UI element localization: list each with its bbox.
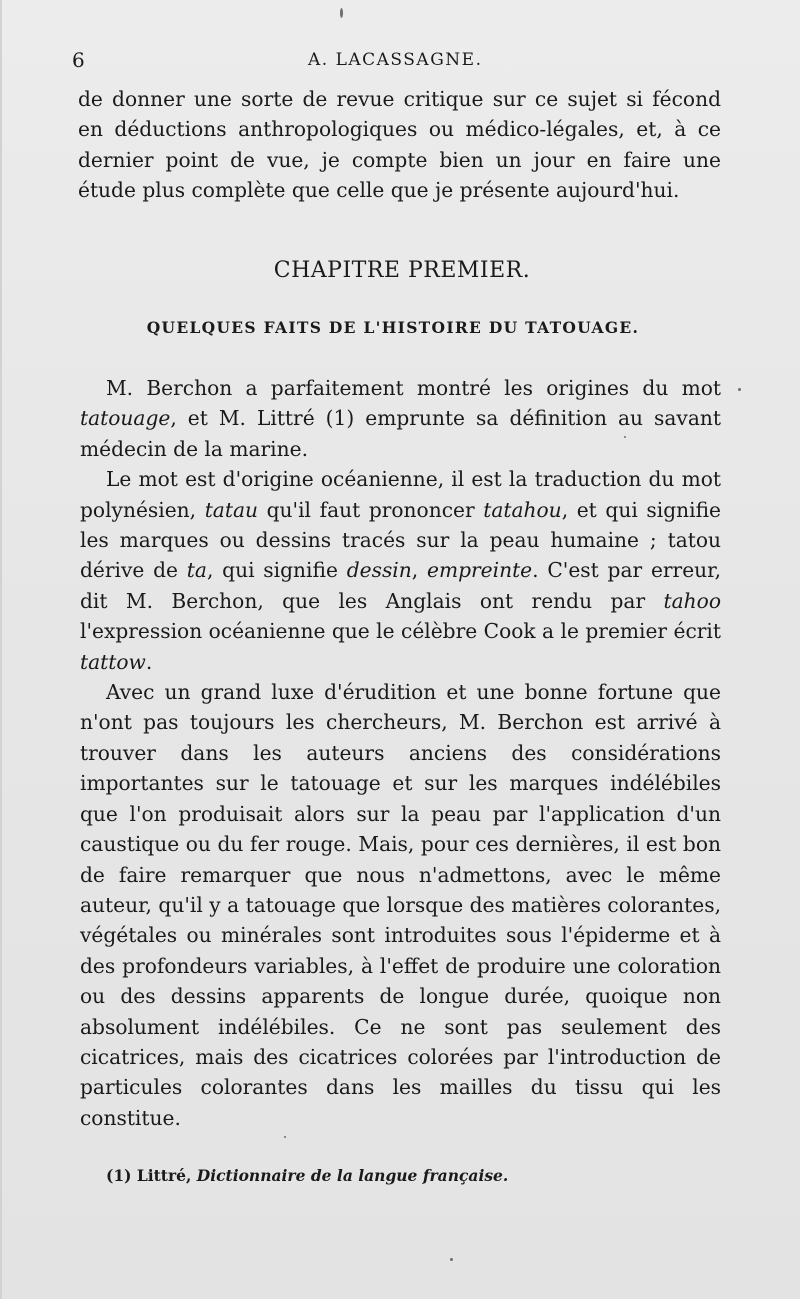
paper-speck [624, 436, 626, 438]
page-number: 6 [72, 48, 85, 72]
paragraph-1 [80, 373, 721, 464]
text-span: qu'il faut prononcer [258, 497, 484, 522]
text-span: M. Berchon a parfaitement montré les origines du mot [106, 376, 721, 400]
paper-speck [340, 8, 343, 18]
italic-term: tahoo [663, 588, 721, 613]
section-title: QUELQUES FAITS DE L'HISTOIRE DU TATOUAGE. [146, 318, 640, 337]
italic-term: tatouage [80, 406, 171, 431]
italic-term: dessin [346, 558, 412, 583]
chapter-title: CHAPITRE PREMIER. [273, 258, 531, 283]
footnote-title: Dictionnaire de la langue française. [196, 1166, 509, 1185]
text-span: . C'est par erreur, dit M. Berchon, que les Anglais ont rendu par [80, 558, 721, 613]
italic-term: ta [186, 558, 207, 583]
text-span: , qui signifie [206, 558, 347, 583]
body-text [80, 373, 721, 1133]
paragraph-2 [80, 464, 721, 677]
italic-term: tatau [204, 497, 258, 522]
footnote-ref: (1) Littré, [106, 1166, 197, 1185]
page-header [72, 48, 722, 72]
italic-term: tatahou [483, 497, 562, 522]
text-span: , [411, 558, 427, 583]
italic-term: tattow [80, 649, 146, 674]
paragraph-3: Avec un grand luxe d'érudition et une bonne fortune que n'ont pas toujours les chercheurs, M. Berchon est arrivé à trouver dans les auteurs anciens des considérations importantes sur le tatouage et sur les marques indélébiles que l'on produisait alors sur la peau par l'application d'un caustique ou du fer rouge. Mais, pour ces dernières, il est bon de faire remarquer que nous n'admettons, avec le même auteur, qu'il y a tatouage que lorsque des matières colorantes, végétales ou minérales sont introduites sous l'épiderme et à des profondeurs variables, à l'effet de produire une coloration ou des dessins apparents de longue durée, quoique non absolument indélébiles. Ce ne sont pas seulement des cicatrices, mais des cicatrices colorées par l'introduction de particules colorantes dans les mailles du tissu qui les constitue. [80, 680, 721, 1130]
italic-term: empreinte [427, 558, 533, 583]
text-span: , et M. Littré (1) emprunte sa définition au savant médecin de la marine. [80, 406, 721, 461]
footnote [106, 1166, 508, 1185]
paper-speck [284, 1136, 286, 1138]
paper-speck [738, 388, 741, 391]
text-span: l'expression océanienne que le célèbre Cook a le premier écrit [80, 619, 721, 644]
intro-paragraph: de donner une sorte de revue critique sur ce sujet si fécond en déductions anthropologiques ou médico-légales, et, à ce dernier point de vue, je compte bien un jour en faire une étude plus complète que celle que je présente aujourd'hui. [78, 87, 721, 203]
text-span: , et qui signifie les marques ou dessins tracés sur la peau humaine ; tatou dérive de [80, 497, 721, 583]
paper-speck [450, 1258, 453, 1261]
text-span: Le mot est d'origine océanienne, il est la traduction du mot polynésien, [80, 467, 721, 522]
text-span: . [145, 649, 153, 674]
running-head: A. LACASSAGNE. [308, 50, 483, 70]
